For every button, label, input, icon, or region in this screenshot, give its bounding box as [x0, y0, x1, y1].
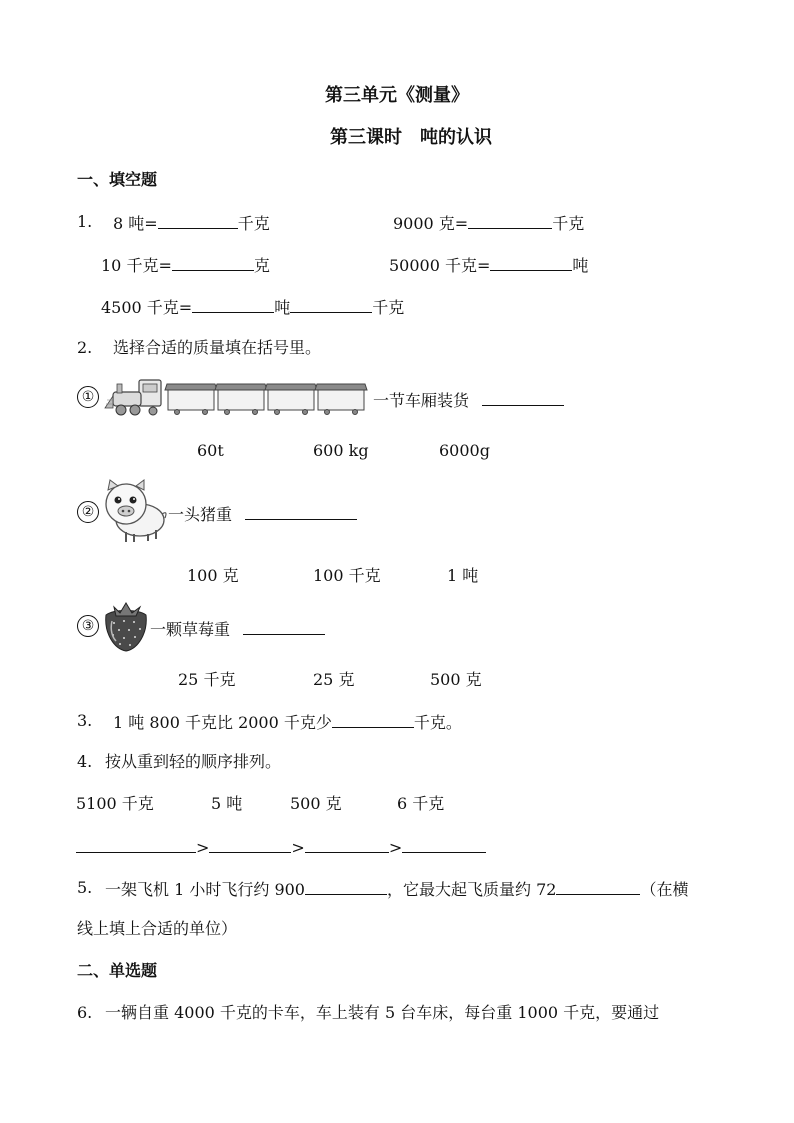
q6-number: 6.: [77, 1003, 93, 1022]
q1-e-blank-ton[interactable]: [192, 296, 274, 313]
q2-item2-option-c: 1 吨: [447, 566, 479, 585]
q1-c-blank[interactable]: [172, 254, 254, 271]
q2-item3-label: 一颗草莓重: [150, 620, 231, 639]
q1-b-blank[interactable]: [468, 212, 552, 229]
greater-than-sign: >: [388, 838, 403, 857]
q3-number: 3.: [77, 711, 93, 730]
train-icon: [103, 378, 369, 418]
strawberry-icon: [100, 599, 152, 653]
q4-blank-1[interactable]: [76, 836, 196, 853]
q3-line: [113, 711, 462, 733]
q5-line-2: 线上填上合适的单位）: [77, 919, 238, 938]
q4-blank-2[interactable]: [209, 836, 291, 853]
q1-e-unit-ton: 吨: [274, 298, 291, 317]
unit-title: 第三单元《测量》: [325, 85, 469, 106]
q5-line-1: [105, 878, 688, 900]
q1-c-unit: 克: [253, 256, 270, 275]
q2-item1-option-c: 6000g: [439, 441, 490, 460]
section-heading-single-choice: 二、单选题: [77, 961, 158, 980]
q1-item-c: [101, 254, 270, 276]
q2-item2-prompt: [168, 503, 357, 525]
q4-order-line: [76, 836, 486, 858]
q1-b-unit: 千克: [552, 214, 585, 233]
circle-number-2: ②: [77, 501, 99, 523]
q2-text: 选择合适的质量填在括号里。: [113, 338, 322, 357]
q4-number: 4.: [77, 752, 93, 771]
q1-item-a: [113, 212, 270, 234]
q6-text: 一辆自重 4000 千克的卡车，车上装有 5 台车床，每台重 1000 千克，要通过: [105, 1003, 660, 1022]
q1-d-unit: 吨: [572, 256, 589, 275]
q4-blank-4[interactable]: [402, 836, 486, 853]
q2-item2-option-b: 100 千克: [313, 566, 381, 585]
q1-number: 1.: [77, 212, 93, 231]
q2-item1-option-b: 600 kg: [313, 441, 369, 460]
q2-item2-mark: [77, 501, 99, 523]
q1-b-text: 9000 克=: [393, 214, 469, 233]
q5-blank-2[interactable]: [556, 878, 640, 895]
q2-item2-label: 一头猪重: [168, 505, 233, 524]
q1-a-blank[interactable]: [158, 212, 238, 229]
q1-item-e: [101, 296, 404, 318]
pig-icon: [100, 478, 168, 544]
q1-e-unit-kg: 千克: [372, 298, 405, 317]
q1-d-blank[interactable]: [490, 254, 572, 271]
q5-number: 5.: [77, 878, 93, 897]
greater-than-sign: >: [196, 838, 210, 857]
q2-item1-prompt: [373, 389, 564, 411]
q5-text-1: 一架飞机 1 小时飞行约 900: [105, 880, 305, 899]
q4-value-4: 6 千克: [397, 794, 445, 813]
q2-item3-option-c: 500 克: [430, 670, 482, 689]
q2-item3-mark: [77, 615, 99, 637]
q4-value-2: 5 吨: [211, 794, 243, 813]
q2-item1-label: 一节车厢装货: [373, 391, 470, 410]
q2-item3-option-a: 25 千克: [178, 670, 236, 689]
q5-text-2: ，它最大起飞质量约 72: [386, 880, 557, 899]
q4-blank-3[interactable]: [305, 836, 389, 853]
q2-number: 2.: [77, 338, 93, 357]
q2-item3-blank[interactable]: [243, 618, 325, 635]
q4-value-1: 5100 千克: [76, 794, 154, 813]
q1-e-text: 4500 千克=: [101, 298, 193, 317]
q2-item2-blank[interactable]: [245, 503, 357, 520]
q4-value-3: 500 克: [290, 794, 342, 813]
q1-a-unit: 千克: [237, 214, 270, 233]
q2-item1-blank[interactable]: [482, 389, 564, 406]
q2-item1-mark: [77, 386, 99, 408]
q1-e-blank-kg[interactable]: [290, 296, 372, 313]
q2-item3-option-b: 25 克: [313, 670, 355, 689]
circle-number-3: ③: [77, 615, 99, 637]
q3-blank[interactable]: [332, 711, 414, 728]
q1-item-d: [389, 254, 588, 276]
q4-text: 按从重到轻的顺序排列。: [105, 752, 282, 771]
circle-number-1: ①: [77, 386, 99, 408]
q3-unit: 千克。: [413, 713, 462, 732]
greater-than-sign: >: [291, 838, 305, 857]
q1-a-text: 8 吨=: [113, 214, 158, 233]
q2-item1-option-a: 60t: [197, 441, 224, 460]
lesson-title: 第三课时 吨的认识: [330, 127, 492, 148]
q5-text-3: （在横: [640, 880, 689, 899]
q2-item2-option-a: 100 克: [187, 566, 239, 585]
section-heading-fill-blank: 一、填空题: [77, 170, 158, 189]
q5-blank-1[interactable]: [305, 878, 387, 895]
q1-c-text: 10 千克=: [101, 256, 172, 275]
q1-item-b: [393, 212, 584, 234]
q3-text: 1 吨 800 千克比 2000 千克少: [113, 713, 332, 732]
q2-item3-prompt: [150, 618, 325, 640]
q1-d-text: 50000 千克=: [389, 256, 491, 275]
